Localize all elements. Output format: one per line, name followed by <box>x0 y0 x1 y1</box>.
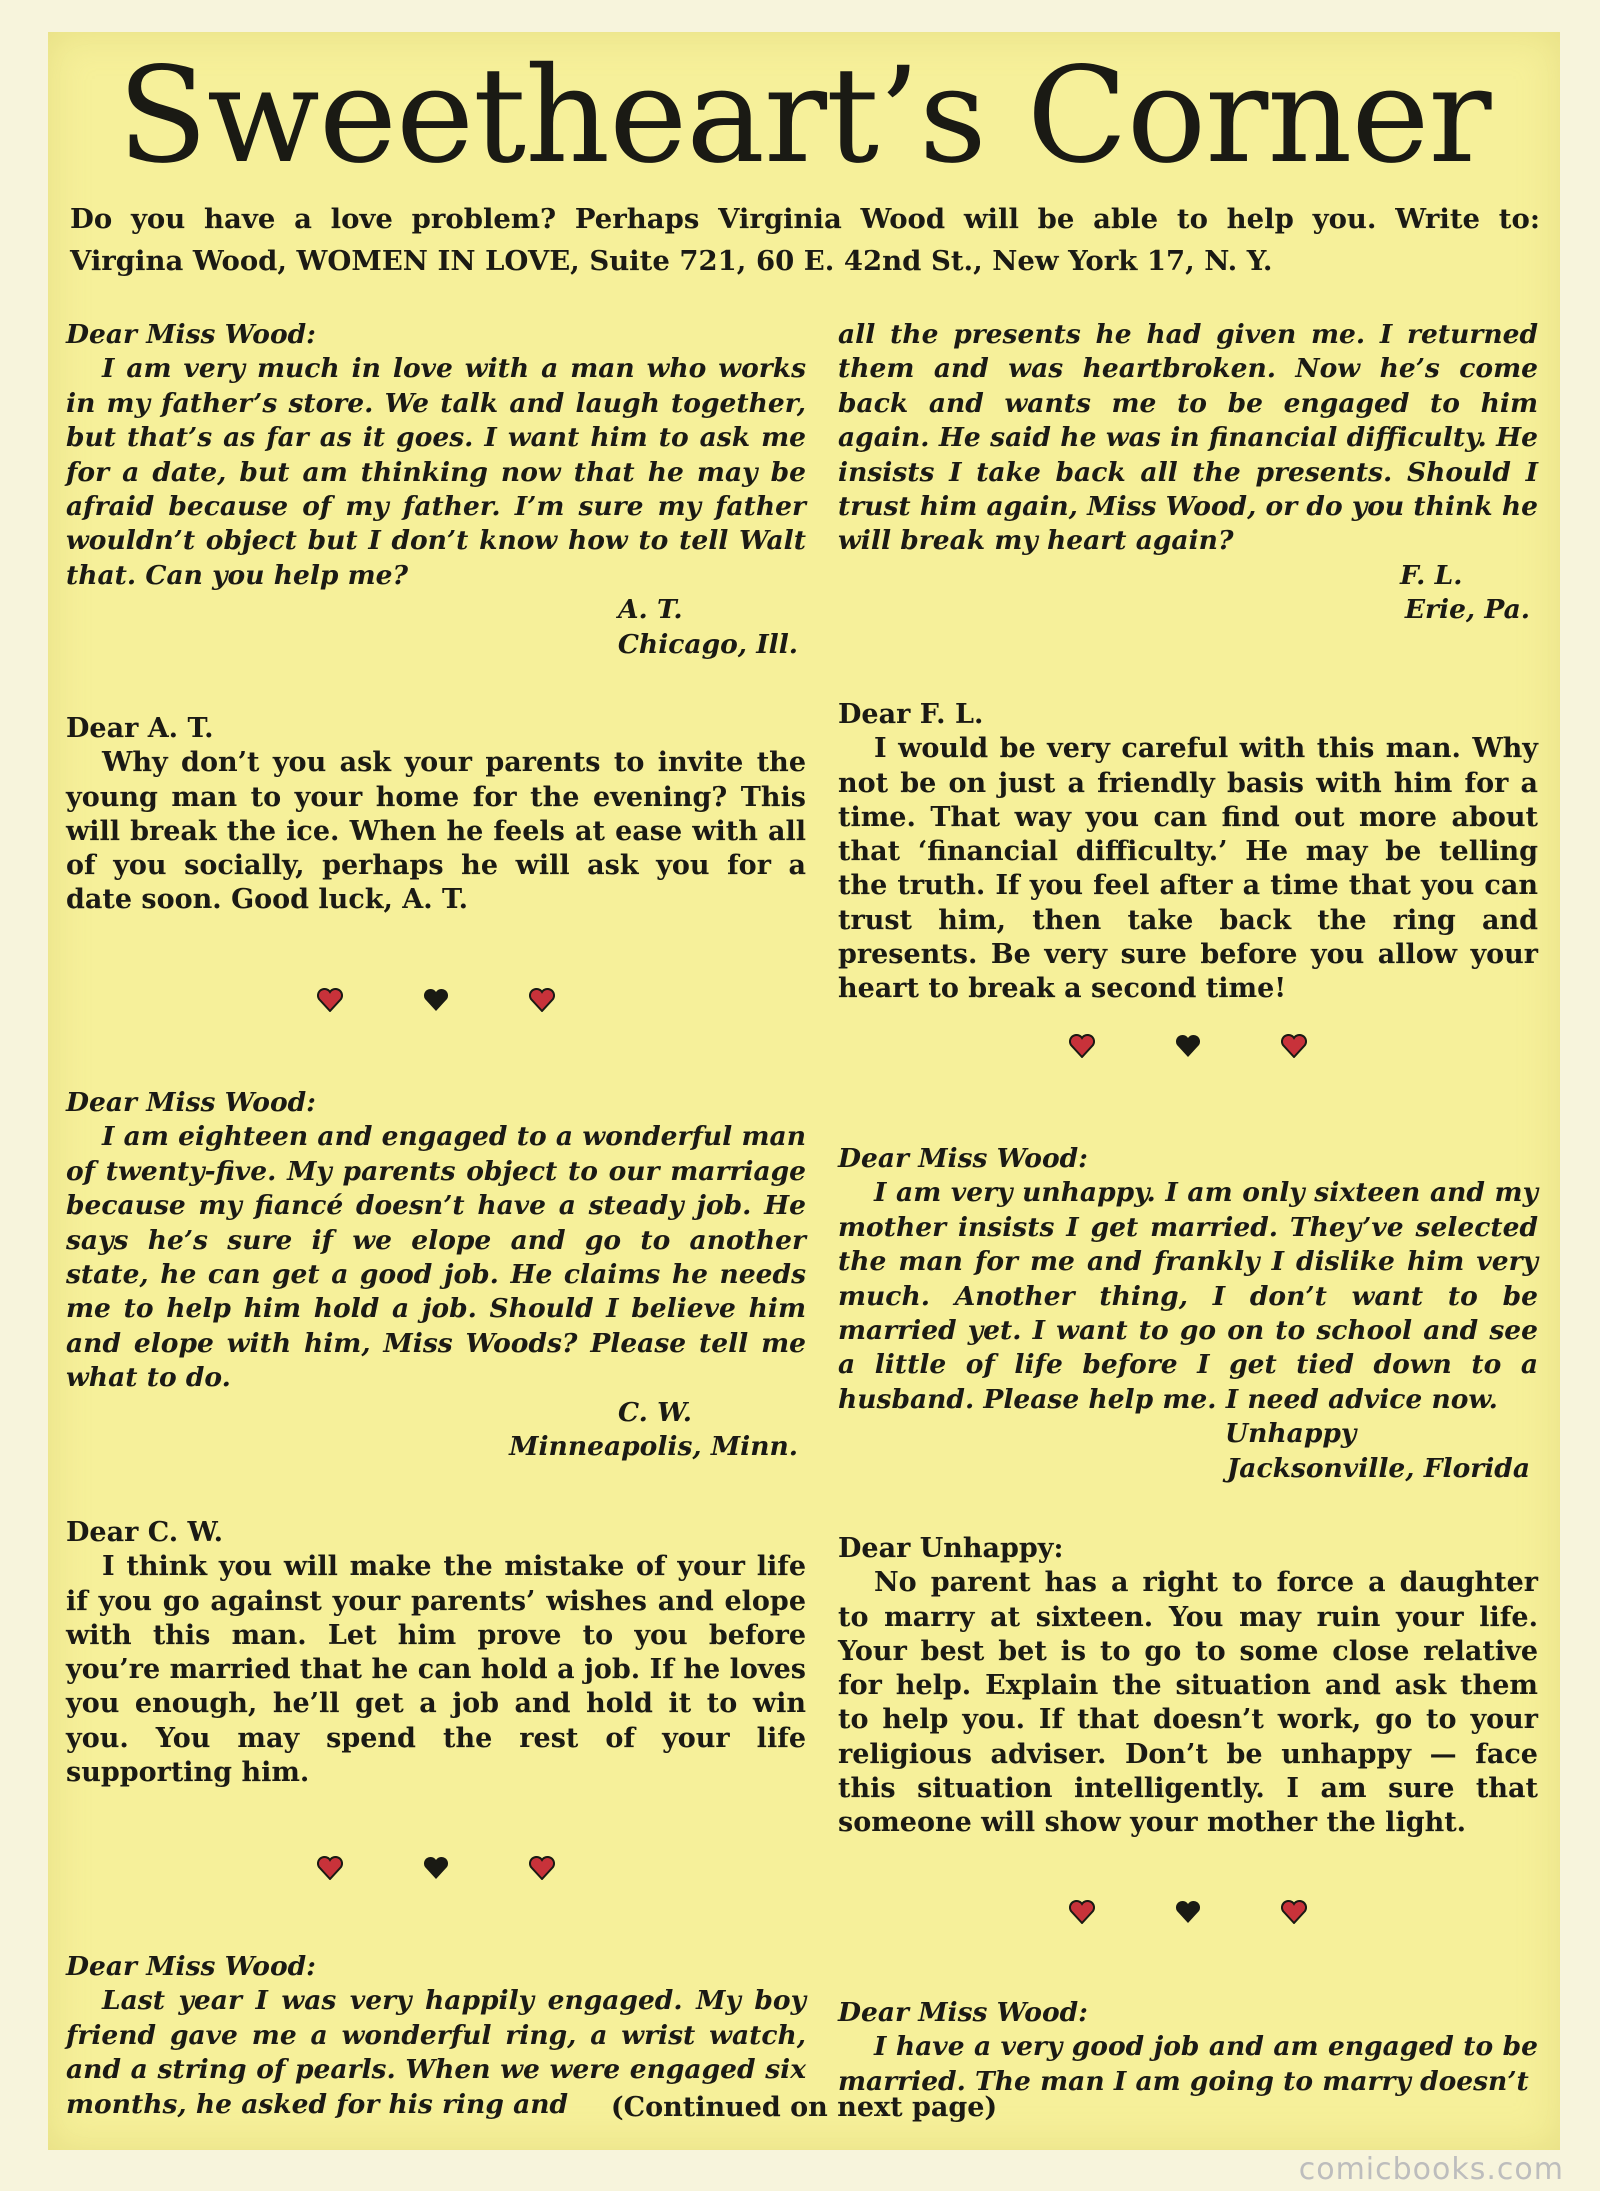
reply-body: I think you will make the mistake of your life if you go against your parents’ wishes and elope with this man. Let him prove to you before you’re married that he can hold a job. If he loves you enough, he’ll get a job and hold it to win you. You may spend the rest of your life supporting him. <box>66 1551 806 1789</box>
red-heart-icon <box>317 988 343 1012</box>
watermark: comicbooks.com <box>1298 2152 1564 2187</box>
signature-place: Jacksonville, Florida <box>1226 1452 1530 1484</box>
signature-place-line <box>66 1430 798 1464</box>
reply-salutation: Dear F. L. <box>838 699 984 730</box>
intro-line-1: Do you have a love problem? Perhaps Virginia Wood will be able to help you. Write to: <box>70 203 1540 235</box>
signature <box>838 1417 1530 1451</box>
letter-good-job <box>838 1996 1538 2099</box>
signature <box>66 1396 798 1430</box>
signature-name: Unhappy <box>1225 1418 1357 1450</box>
letter-body: all the presents he had given me. I returned them and was heartbroken. Now he’s come back and wants me to be engaged to him again. He said he was in financial difficulty. He insists I take back all the presents. Should I trust him again, Miss Wood, or do you think he will break my heart again? <box>838 319 1538 557</box>
red-heart-icon <box>529 1856 555 1880</box>
letter-body: I am very unhappy. I am only sixteen and my mother insists I get married. They’ve selected the man for me and frankly I dislike him very much. Another thing, I don’t want to be married yet. I want to go on to school and see a little of life before I get tied down to a husband. Please help me. I need advice now. <box>838 1177 1538 1415</box>
intro-line-2: Virgina Wood, WOMEN IN LOVE, Suite 721, 60 E. 42nd St., New York 17, N. Y. <box>70 245 1273 277</box>
heart-divider <box>838 1900 1538 1924</box>
letter-f-l-continued <box>838 318 1538 628</box>
signature-place: Minneapolis, Minn. <box>509 1431 798 1463</box>
reply-c-w <box>66 1516 806 1790</box>
signature-name: A. T. <box>618 594 683 626</box>
red-heart-icon <box>1069 1034 1095 1058</box>
reply-salutation: Dear C. W. <box>66 1517 224 1548</box>
black-heart-icon <box>1175 1900 1201 1924</box>
letter-body: I am eighteen and engaged to a wonderful man of twenty-five. My parents object to our marriage because my fiancé doesn’t have a steady job. He says he’s sure if we elope and go to another state, he can get a good job. He claims he needs me to help him hold a job. Should I believe him and elope with him, Miss Woods? Please tell me what to do. <box>66 1121 806 1394</box>
reply-salutation: Dear A. T. <box>66 713 214 744</box>
red-heart-icon <box>1281 1900 1307 1924</box>
reply-f-l <box>838 698 1538 1007</box>
reply-body: I would be very careful with this man. Why not be on just a friendly basis with him for a time. That way you can find out more about that ‘financial difficulty.’ He may be telling the truth. If you feel after a time that you can trust him, then take back the ring and presents. Be very sure before you allow your heart to break a second time! <box>838 733 1538 1005</box>
signature-name: C. W. <box>618 1396 692 1428</box>
letter-salutation: Dear Miss Wood: <box>66 1951 316 1982</box>
red-heart-icon <box>1069 1900 1095 1924</box>
letter-body: I am very much in love with a man who works in my father’s store. We talk and laugh together, but that’s as far as it goes. I want him to ask me for a date, but am thinking now that he may be afraid because of my father. I’m sure my father wouldn’t object but I don’t know how to tell Walt that. Can you help me? <box>66 353 806 591</box>
reply-body: No parent has a right to force a daughter to marry at sixteen. You may ruin your life. Your best bet is to go to some close relative for help. Explain the situation and ask them to help you. If that doesn’t work, go to your religious adviser. Don’t be unhappy — face this situation intelligently. I am sure that someone will show your mother the light. <box>838 1567 1538 1839</box>
black-heart-icon <box>423 988 449 1012</box>
letter-a-t <box>66 318 806 662</box>
reply-unhappy <box>838 1532 1538 1841</box>
signature-place: Chicago, Ill. <box>617 628 798 660</box>
red-heart-icon <box>1281 1034 1307 1058</box>
signature-place-line <box>66 628 798 662</box>
red-heart-icon <box>317 1856 343 1880</box>
signature-place: Erie, Pa. <box>1404 594 1530 626</box>
continued-note: (Continued on next page) <box>610 2092 998 2123</box>
reply-salutation: Dear Unhappy: <box>838 1533 1064 1564</box>
reply-a-t <box>66 712 806 918</box>
heart-divider <box>66 1856 806 1880</box>
letter-body: Last year I was very happily engaged. My boy friend gave me a wonderful ring, a wrist watch, and a string of pearls. When we were engaged six months, he asked for his ring and <box>66 1985 806 2120</box>
heart-divider <box>66 988 806 1012</box>
intro-text <box>70 198 1540 282</box>
letter-c-w <box>66 1086 806 1464</box>
page-title: Sweetheart’s Corner <box>117 39 1491 193</box>
signature <box>66 593 798 627</box>
black-heart-icon <box>423 1856 449 1880</box>
magazine-page <box>48 32 1560 2150</box>
letter-body: I have a very good job and am engaged to be married. The man I am going to marry doesn’t <box>838 2031 1538 2097</box>
letter-salutation: Dear Miss Wood: <box>838 1997 1088 2028</box>
letter-unhappy <box>838 1142 1538 1486</box>
heart-divider <box>838 1034 1538 1058</box>
signature <box>838 559 1530 593</box>
letter-salutation: Dear Miss Wood: <box>838 1143 1088 1174</box>
signature-name: F. L. <box>1400 559 1463 591</box>
signature-place-line <box>838 1452 1530 1486</box>
letter-salutation: Dear Miss Wood: <box>66 1087 316 1118</box>
black-heart-icon <box>1175 1034 1201 1058</box>
letter-salutation: Dear Miss Wood: <box>66 319 316 350</box>
reply-body: Why don’t you ask your parents to invite the young man to your home for the evening? This will break the ice. When he feels at ease with all of you socially, perhaps he will ask you for a date soon. Good luck, A. T. <box>66 747 806 916</box>
red-heart-icon <box>529 988 555 1012</box>
signature-place-line <box>838 593 1530 627</box>
